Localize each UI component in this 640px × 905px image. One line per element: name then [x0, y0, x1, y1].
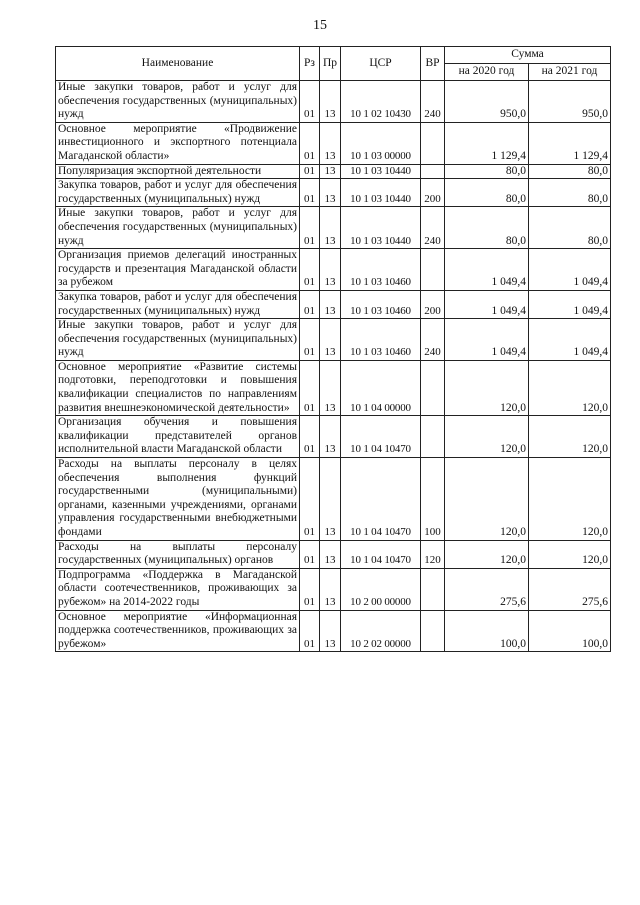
row-sum-2021: 80,0 — [529, 207, 611, 249]
header-vr: ВР — [421, 47, 445, 81]
row-rz: 01 — [300, 458, 320, 541]
row-sum-2020: 1 129,4 — [445, 122, 529, 164]
row-name: Подпрограмма «Поддержка в Магаданской области соотечественников, проживающих за рубежом» на 2014-2022 годы — [56, 568, 300, 610]
row-sum-2021: 120,0 — [529, 360, 611, 415]
header-pr: Пр — [320, 47, 341, 81]
row-vr — [421, 122, 445, 164]
row-rz: 01 — [300, 319, 320, 361]
row-pr: 13 — [320, 249, 341, 291]
row-csr: 10 1 04 10470 — [341, 458, 421, 541]
row-csr: 10 1 04 00000 — [341, 360, 421, 415]
row-vr — [421, 610, 445, 652]
row-name: Расходы на выплаты персоналу государственных (муниципальных) органов — [56, 540, 300, 568]
row-pr: 13 — [320, 179, 341, 207]
row-sum-2020: 1 049,4 — [445, 249, 529, 291]
row-sum-2020: 120,0 — [445, 458, 529, 541]
row-rz: 01 — [300, 249, 320, 291]
row-csr: 10 1 03 10460 — [341, 290, 421, 318]
row-pr: 13 — [320, 568, 341, 610]
table-row — [56, 319, 611, 361]
table-row — [56, 249, 611, 291]
row-csr: 10 1 04 10470 — [341, 540, 421, 568]
table-row — [56, 81, 611, 123]
row-sum-2021: 1 049,4 — [529, 319, 611, 361]
table-row — [56, 360, 611, 415]
table-row — [56, 207, 611, 249]
row-vr — [421, 360, 445, 415]
budget-table — [55, 46, 611, 652]
header-2020: на 2020 год — [445, 64, 529, 81]
row-name: Организация приемов делегаций иностранных государств и презентация Магаданской области за рубежом — [56, 249, 300, 291]
row-name: Основное мероприятие «Продвижение инвестиционного и экспортного потенциала Магаданской области» — [56, 122, 300, 164]
row-csr: 10 1 03 10440 — [341, 207, 421, 249]
row-sum-2021: 1 049,4 — [529, 249, 611, 291]
row-sum-2021: 80,0 — [529, 164, 611, 179]
row-sum-2021: 1 049,4 — [529, 290, 611, 318]
table-row — [56, 610, 611, 652]
row-csr: 10 1 03 10440 — [341, 164, 421, 179]
row-vr: 100 — [421, 458, 445, 541]
header-csr: ЦСР — [341, 47, 421, 81]
row-vr — [421, 164, 445, 179]
row-csr: 10 1 04 10470 — [341, 416, 421, 458]
row-csr: 10 2 02 00000 — [341, 610, 421, 652]
header-2021: на 2021 год — [529, 64, 611, 81]
row-csr: 10 1 02 10430 — [341, 81, 421, 123]
row-sum-2021: 100,0 — [529, 610, 611, 652]
row-name: Популяризация экспортной деятельности — [56, 164, 300, 179]
row-sum-2021: 950,0 — [529, 81, 611, 123]
row-name: Организация обучения и повышения квалификации представителей органов исполнительной власти Магаданской области — [56, 416, 300, 458]
row-sum-2020: 120,0 — [445, 360, 529, 415]
row-vr: 200 — [421, 179, 445, 207]
row-rz: 01 — [300, 207, 320, 249]
header-name: Наименование — [56, 47, 300, 81]
row-vr — [421, 568, 445, 610]
table-row — [56, 290, 611, 318]
row-name: Основное мероприятие «Информационная поддержка соотечественников, проживающих за рубежом» — [56, 610, 300, 652]
row-sum-2021: 120,0 — [529, 458, 611, 541]
row-name: Иные закупки товаров, работ и услуг для обеспечения государственных (муниципальных) нужд — [56, 319, 300, 361]
row-pr: 13 — [320, 319, 341, 361]
row-name: Иные закупки товаров, работ и услуг для обеспечения государственных (муниципальных) нужд — [56, 207, 300, 249]
row-pr: 13 — [320, 540, 341, 568]
row-csr: 10 1 03 10460 — [341, 319, 421, 361]
header-rz: Рз — [300, 47, 320, 81]
row-sum-2020: 1 049,4 — [445, 290, 529, 318]
row-pr: 13 — [320, 610, 341, 652]
row-vr: 120 — [421, 540, 445, 568]
row-sum-2021: 275,6 — [529, 568, 611, 610]
row-sum-2020: 120,0 — [445, 540, 529, 568]
row-vr — [421, 249, 445, 291]
table-row — [56, 540, 611, 568]
row-rz: 01 — [300, 81, 320, 123]
row-csr: 10 2 00 00000 — [341, 568, 421, 610]
table-row — [56, 458, 611, 541]
row-sum-2020: 80,0 — [445, 164, 529, 179]
row-vr: 240 — [421, 81, 445, 123]
row-pr: 13 — [320, 360, 341, 415]
table-row — [56, 179, 611, 207]
row-pr: 13 — [320, 207, 341, 249]
row-sum-2021: 1 129,4 — [529, 122, 611, 164]
row-vr: 240 — [421, 319, 445, 361]
row-rz: 01 — [300, 360, 320, 415]
page-number: 15 — [313, 18, 327, 33]
row-vr: 200 — [421, 290, 445, 318]
row-pr: 13 — [320, 416, 341, 458]
row-sum-2020: 80,0 — [445, 207, 529, 249]
row-rz: 01 — [300, 122, 320, 164]
row-sum-2020: 100,0 — [445, 610, 529, 652]
row-pr: 13 — [320, 290, 341, 318]
row-csr: 10 1 03 10440 — [341, 179, 421, 207]
row-sum-2021: 120,0 — [529, 540, 611, 568]
row-name: Расходы на выплаты персоналу в целях обеспечения выполнения функций государственными (муниципальными) органами, казенными учреждениями, органами управления государственными внебюджетными фондами — [56, 458, 300, 541]
row-sum-2020: 1 049,4 — [445, 319, 529, 361]
row-sum-2020: 275,6 — [445, 568, 529, 610]
row-name: Закупка товаров, работ и услуг для обеспечения государственных (муниципальных) нужд — [56, 290, 300, 318]
row-rz: 01 — [300, 568, 320, 610]
row-rz: 01 — [300, 416, 320, 458]
table-row — [56, 164, 611, 179]
row-csr: 10 1 03 10460 — [341, 249, 421, 291]
row-sum-2020: 120,0 — [445, 416, 529, 458]
row-name: Основное мероприятие «Развитие системы подготовки, переподготовки и повышения квалификации специалистов по направлениям развития внешнеэкономической деятельности» — [56, 360, 300, 415]
table-row — [56, 122, 611, 164]
row-rz: 01 — [300, 290, 320, 318]
row-rz: 01 — [300, 164, 320, 179]
row-vr: 240 — [421, 207, 445, 249]
row-rz: 01 — [300, 540, 320, 568]
row-pr: 13 — [320, 458, 341, 541]
row-rz: 01 — [300, 610, 320, 652]
row-vr — [421, 416, 445, 458]
row-pr: 13 — [320, 81, 341, 123]
row-name: Закупка товаров, работ и услуг для обеспечения государственных (муниципальных) нужд — [56, 179, 300, 207]
header-sum: Сумма — [445, 47, 611, 64]
row-csr: 10 1 03 00000 — [341, 122, 421, 164]
row-pr: 13 — [320, 164, 341, 179]
row-sum-2021: 80,0 — [529, 179, 611, 207]
row-pr: 13 — [320, 122, 341, 164]
table-row — [56, 416, 611, 458]
table-row — [56, 568, 611, 610]
row-name: Иные закупки товаров, работ и услуг для обеспечения государственных (муниципальных) нужд — [56, 81, 300, 123]
row-rz: 01 — [300, 179, 320, 207]
row-sum-2021: 120,0 — [529, 416, 611, 458]
row-sum-2020: 950,0 — [445, 81, 529, 123]
row-sum-2020: 80,0 — [445, 179, 529, 207]
